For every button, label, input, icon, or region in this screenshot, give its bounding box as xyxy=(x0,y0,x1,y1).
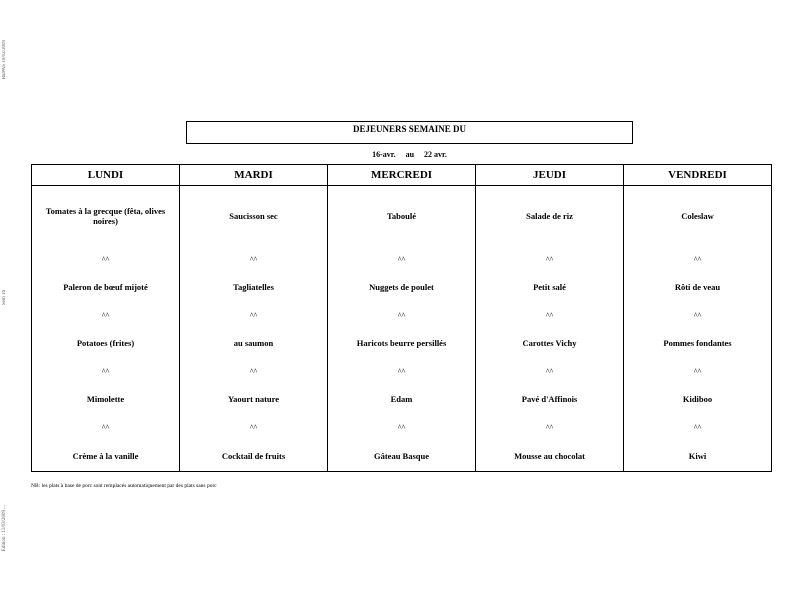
date-separator: au xyxy=(405,150,415,159)
margin-note-top: REPAS 10/02/2009 xyxy=(2,40,7,80)
margin-note-middle: Sem 16 xyxy=(2,290,7,306)
separator-cell: ^^ xyxy=(476,414,624,441)
date-to: 22 avr. xyxy=(424,150,447,159)
separator-row xyxy=(32,302,772,329)
day-header-tuesday: MARDI xyxy=(180,165,328,186)
menu-cell: Carottes Vichy xyxy=(476,328,624,357)
day-header-monday: LUNDI xyxy=(32,165,180,186)
menu-cell: Mousse au chocolat xyxy=(476,441,624,472)
menu-cell: Gâteau Basque xyxy=(328,441,476,472)
day-header-thursday: JEUDI xyxy=(476,165,624,186)
menu-cell: Yaourt nature xyxy=(180,385,328,414)
menu-row-starter xyxy=(32,186,772,246)
separator-cell: ^^ xyxy=(328,302,476,329)
separator-cell: ^^ xyxy=(180,302,328,329)
date-from: 16-avr. xyxy=(372,150,396,159)
separator-cell: ^^ xyxy=(624,246,772,273)
menu-cell: Saucisson sec xyxy=(180,186,328,246)
separator-cell: ^^ xyxy=(328,414,476,441)
separator-cell: ^^ xyxy=(32,302,180,329)
menu-cell: Salade de riz xyxy=(476,186,624,246)
menu-cell: Rôti de veau xyxy=(624,272,772,301)
separator-cell: ^^ xyxy=(476,246,624,273)
menu-row-side xyxy=(32,328,772,357)
menu-cell: Paleron de bœuf mijoté xyxy=(32,272,180,301)
separator-cell: ^^ xyxy=(476,358,624,385)
menu-cell: Taboulé xyxy=(328,186,476,246)
menu-cell: Kiwi xyxy=(624,441,772,472)
menu-cell: Haricots beurre persillés xyxy=(328,328,476,357)
separator-row xyxy=(32,414,772,441)
separator-cell: ^^ xyxy=(624,302,772,329)
day-header-row xyxy=(32,165,772,186)
menu-cell: Petit salé xyxy=(476,272,624,301)
separator-row xyxy=(32,358,772,385)
separator-cell: ^^ xyxy=(180,358,328,385)
menu-cell: Tagliatelles xyxy=(180,272,328,301)
menu-cell: Edam xyxy=(328,385,476,414)
menu-cell: Tomates à la grecque (fêta, olives noires) xyxy=(32,186,180,246)
menu-row-main xyxy=(32,272,772,301)
menu-cell: Coleslaw xyxy=(624,186,772,246)
menu-cell: Crème à la vanille xyxy=(32,441,180,472)
separator-cell: ^^ xyxy=(328,358,476,385)
separator-cell: ^^ xyxy=(328,246,476,273)
menu-cell: Pavé d'Affinois xyxy=(476,385,624,414)
separator-cell: ^^ xyxy=(180,246,328,273)
page-title-box xyxy=(186,121,633,144)
menu-cell: au saumon xyxy=(180,328,328,357)
day-header-wednesday: MERCREDI xyxy=(328,165,476,186)
menu-cell: Nuggets de poulet xyxy=(328,272,476,301)
separator-cell: ^^ xyxy=(624,358,772,385)
separator-cell: ^^ xyxy=(476,302,624,329)
menu-cell: Potatoes (frites) xyxy=(32,328,180,357)
menu-row-dairy xyxy=(32,385,772,414)
page-title: DEJEUNERS SEMAINE DU xyxy=(352,124,467,134)
menu-cell: Kidiboo xyxy=(624,385,772,414)
separator-row xyxy=(32,246,772,273)
menu-cell: Pommes fondantes xyxy=(624,328,772,357)
menu-cell: Cocktail de fruits xyxy=(180,441,328,472)
separator-cell: ^^ xyxy=(180,414,328,441)
pork-substitution-note: NB: les plats à base de porc sont remplacés automatiquement par des plats sans porc xyxy=(31,483,217,489)
separator-cell: ^^ xyxy=(32,358,180,385)
menu-row-dessert xyxy=(32,441,772,472)
date-range xyxy=(186,150,633,159)
day-header-friday: VENDREDI xyxy=(624,165,772,186)
separator-cell: ^^ xyxy=(32,414,180,441)
menu-cell: Mimolette xyxy=(32,385,180,414)
margin-note-bottom: Édition : 11/03/2009 ... xyxy=(2,505,7,552)
separator-cell: ^^ xyxy=(624,414,772,441)
weekly-menu-table xyxy=(31,164,772,472)
separator-cell: ^^ xyxy=(32,246,180,273)
